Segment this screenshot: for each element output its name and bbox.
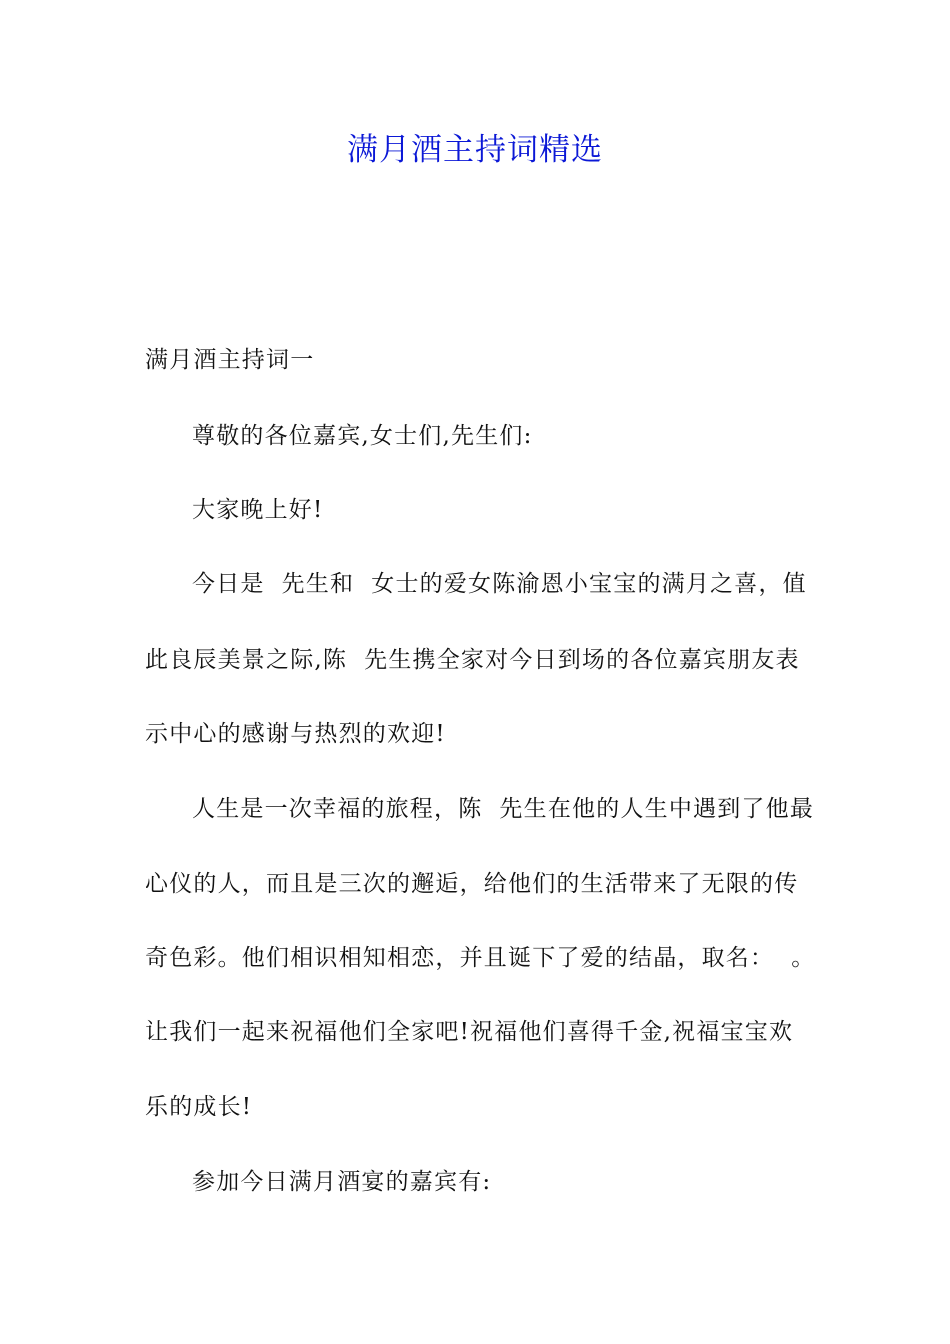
- paragraph-line-greeting: 大家晚上好!: [192, 497, 324, 523]
- paragraph-line-guests: 参加今日满月酒宴的嘉宾有:: [192, 1169, 492, 1195]
- section-heading: 满月酒主持词一: [145, 347, 315, 373]
- paragraph-line: 人生是一次幸福的旅程，陈 先生在他的人生中遇到了他最: [192, 796, 815, 822]
- document-title: 满月酒主持词精选: [347, 132, 603, 168]
- paragraph-line: 让我们一起来祝福他们全家吧!祝福他们喜得千金,祝福宝宝欢: [145, 1019, 794, 1045]
- paragraph-line: 奇色彩。他们相识相知相恋，并且诞下了爱的结晶，取名： 。: [145, 945, 816, 971]
- paragraph-line: 心仪的人，而且是三次的邂逅，给他们的生活带来了无限的传: [145, 871, 799, 897]
- paragraph-line: 此良辰美景之际,陈 先生携全家对今日到场的各位嘉宾朋友表: [145, 647, 800, 673]
- paragraph-line-salutation: 尊敬的各位嘉宾,女士们,先生们:: [192, 423, 533, 449]
- paragraph-line: 乐的成长!: [145, 1094, 253, 1120]
- paragraph-line: 示中心的感谢与热烈的欢迎!: [145, 721, 446, 747]
- paragraph-line: 今日是 先生和 女士的爱女陈渝恩小宝宝的满月之喜，值: [192, 571, 807, 597]
